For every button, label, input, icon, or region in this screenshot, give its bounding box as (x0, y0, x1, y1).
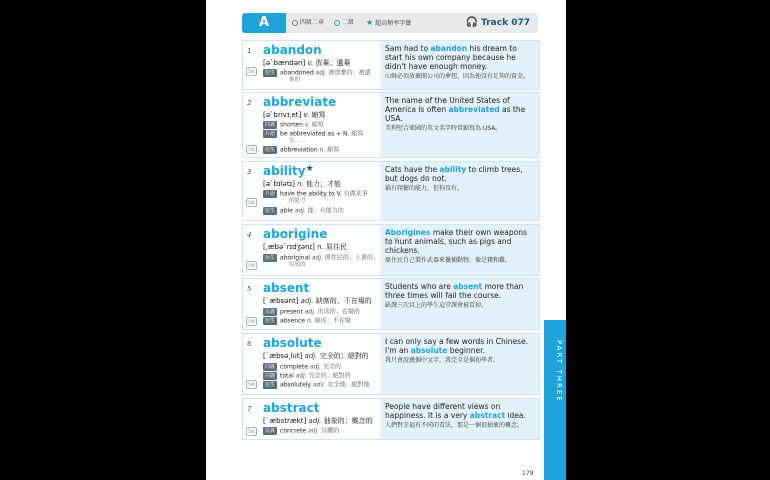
legend-item-1: 四級二章 (292, 18, 324, 28)
related-word: 同義 shorten v. 縮短 (265, 121, 324, 129)
related-word: 片語 be abbreviated as + N. 縮寫 (265, 130, 364, 138)
pronunciation: [ˋæbsə͵lut] adj. 完全的；絕對的 (263, 352, 369, 360)
entry-absent (242, 278, 540, 330)
level-badge: 5/6 (246, 198, 257, 207)
example-panel (380, 279, 539, 329)
entry-abandon: 1 5/6 abandon [əˋbændən] v. 放棄；遺棄 衍生 abandoned adj. 被放棄的；被遺 棄的 Sam had to abandon his dream to start his own company because he didn't have enough money. 山姆必須放棄開公司的夢想，因為他沒有足夠的資金。 (242, 40, 540, 90)
example-english: Aborigines make their own weapons to hunt animals, such as pigs and chickens. (385, 228, 527, 255)
example-panel (380, 41, 539, 89)
example-chinese: 原住民自己製作武器來獵捕動物，像是豬和雞。 (385, 257, 512, 264)
entry-aborigine: 4 5/6 aborigine [͵æbəˋrɪdʒənɪ] n. 原住民 衍生 aboriginal adj. 原住民的；土著的； 原始的 Aborigines make their own weapons to hunt animals, such as pigs and chickens. 原住民自己製作武器來獵捕動物，像是豬和雞。 (242, 224, 540, 276)
circle-icon (334, 20, 340, 26)
related-word: 衍生 able adj. 能；有能力的 (265, 207, 344, 215)
example-english: The name of the United States of America is often abbreviated as the USA. (385, 96, 526, 123)
related-word: 同義 total adj. 完全的；絕對的 (265, 372, 351, 380)
example-chinese: 美利堅合眾國的英文名字時常縮寫為 USA。 (385, 125, 502, 132)
example-english: Students who are absent more than three times will fail the course. (385, 282, 524, 300)
related-word: 衍生 absolutely adv. 完全地；絕對地 (265, 381, 370, 389)
example-chinese: 貓有爬樹的能力，但狗沒有。 (385, 185, 464, 192)
entry-abstract (242, 398, 540, 440)
related-word: 反義 present adj. 出席的；在場的 (265, 308, 360, 316)
entry-number: 1 (247, 47, 252, 55)
pronunciation: [͵æbəˋrɪdʒənɪ] n. 原住民 (263, 243, 347, 251)
page-number: 179 (522, 470, 534, 477)
headphones-icon: 🎧 (465, 17, 479, 28)
legend-item-2: 二級 (334, 18, 354, 28)
headword: abstract (263, 401, 320, 415)
section-letter: A (242, 13, 286, 33)
star-icon: ★ (305, 164, 314, 174)
example-chinese: 我只會說幾個中文字，我完全是個初學者。 (385, 357, 500, 364)
example-english: Sam had to abandon his dream to start his own company because he didn't have enough money. (385, 44, 517, 71)
headword: absolute (263, 336, 322, 350)
example-english: I can only say a few words in Chinese. I'm an absolute beginner. (385, 337, 529, 355)
headword: abbreviate (263, 95, 337, 109)
related-word: 同義 complete adj. 完全的 (265, 363, 341, 371)
example-chinese: 人們對幸福有不同的看法，那是一個很抽象的概念。 (385, 422, 524, 429)
example-panel (380, 225, 539, 275)
level-badge: 5/6 (246, 67, 257, 76)
related-word: 反義 concrete adj. 具體的 (265, 427, 340, 435)
level-badge: 5/6 (246, 261, 257, 270)
example-panel (380, 162, 539, 220)
entry-number: 6 (247, 340, 252, 348)
legend-item-3: ★ 超高頻率字彙 (366, 18, 412, 27)
circle-icon (292, 20, 298, 26)
example-chinese: 缺課三次以上的學生這堂課會被當掉。 (385, 302, 488, 309)
level-badge: 5/6 (246, 380, 257, 389)
entry-absolute (242, 333, 540, 395)
level-badge: 5/6 (246, 317, 257, 326)
example-english: People have different views on happiness. It is a very abstract idea. (385, 402, 526, 420)
audio-track[interactable]: 🎧 Track 077 (465, 17, 530, 28)
example-panel (380, 93, 539, 157)
example-panel (380, 334, 539, 394)
star-icon: ★ (366, 18, 374, 27)
example-chinese: 山姆必須放棄開公司的夢想，因為他沒有足夠的資金。 (385, 73, 530, 80)
related-word: 衍生 aboriginal adj. 原住民的；土著的； (265, 254, 379, 262)
related-word: 片語 have the ability to V. 有做某事 (265, 190, 368, 198)
part-side-tab: PART THREE (544, 320, 566, 480)
pronunciation: [əˋbɪlətɪ] n. 能力；才能 (263, 180, 342, 188)
entry-ability: 3 5/6 ability★ [əˋbɪlətɪ] n. 能力；才能 片語 have the ability to V. 有做某事 的能力 衍生 able adj. 能；有能力的 Cats have the ability to climb trees, but dogs do not. 貓有爬樹的能力，但狗沒有。 (242, 161, 540, 221)
entry-number: 7 (247, 405, 252, 413)
dictionary-page (206, 0, 566, 480)
pronunciation: [əˋbrivɪ͵et] v. 縮寫 (263, 111, 326, 119)
entry-number: 2 (247, 99, 252, 107)
related-word: 衍生 abbreviation n. 縮寫 (265, 146, 340, 154)
entry-number: 3 (247, 168, 252, 176)
related-word: 衍生 absence n. 缺席；不在場 (265, 317, 351, 325)
headword: abandon (263, 43, 322, 57)
entry-abbreviate: 2 5/6 abbreviate [əˋbrivɪ͵et] v. 縮寫 同義 shorten v. 縮短 片語 be abbreviated as + N. 縮寫 為…… 衍生 abbreviation n. 縮寫 The name of the United States of America is often abbreviated as the USA. 美利堅合眾國的英文名字時常縮寫為 USA。 (242, 92, 540, 158)
entry-number: 5 (247, 285, 252, 293)
pronunciation: [ˋæbsənt] adj. 缺席的、不在場的 (263, 297, 372, 305)
headword: ability★ (263, 164, 314, 178)
entry-number: 4 (247, 231, 252, 239)
example-english: Cats have the ability to climb trees, but dogs do not. (385, 165, 523, 183)
pronunciation: [əˋbændən] v. 放棄；遺棄 (263, 59, 351, 67)
level-badge: 5/6 (246, 145, 257, 154)
headword: aborigine (263, 227, 328, 241)
related-word: 衍生 abandoned adj. 被放棄的；被遺 (265, 69, 371, 77)
level-badge: 5/6 (246, 427, 257, 436)
pronunciation: [ˋæbstrækt] adj. 抽象的；概念的 (263, 417, 373, 425)
example-panel (380, 399, 539, 439)
section-header (242, 13, 538, 33)
headword: absent (263, 281, 310, 295)
